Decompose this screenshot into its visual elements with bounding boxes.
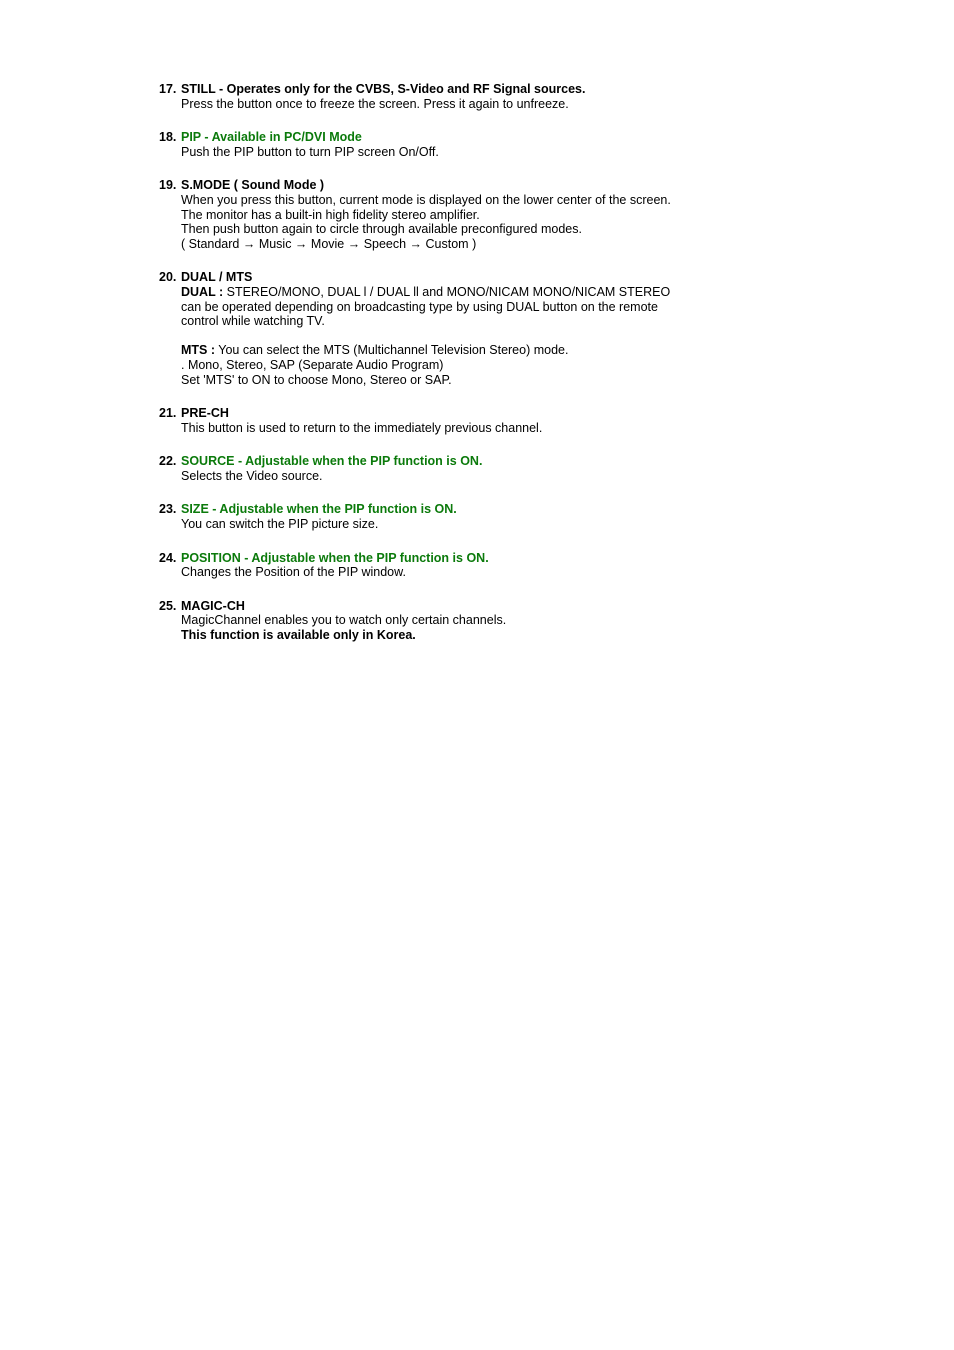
item-magic-ch <box>159 599 739 643</box>
item-position <box>159 551 739 580</box>
item-text: can be operated depending on broadcasting type by using DUAL button on the remote <box>181 299 658 314</box>
dual-text: STEREO/MONO, DUAL l / DUAL ll and MONO/NICAM MONO/NICAM STEREO <box>223 284 671 299</box>
item-text: Press the button once to freeze the screen. Press it again to unfreeze. <box>181 96 569 111</box>
item-number: 25. <box>159 598 177 613</box>
item-heading: PRE-CH <box>181 406 229 421</box>
item-number: 18. <box>159 130 177 145</box>
manual-page <box>159 82 739 662</box>
item-pip <box>159 130 739 159</box>
item-text: . Mono, Stereo, SAP (Separate Audio Program) <box>181 357 444 372</box>
item-number: 19. <box>159 178 177 193</box>
item-text: This button is used to return to the immediately previous channel. <box>181 420 543 435</box>
item-source <box>159 454 739 483</box>
item-text: Selects the Video source. <box>181 468 323 483</box>
item-prech <box>159 406 739 435</box>
item-heading: POSITION - Adjustable when the PIP function is ON. <box>181 550 489 565</box>
item-number: 17. <box>159 82 177 96</box>
item-heading: MAGIC-CH <box>181 598 245 613</box>
item-text: Then push button again to circle through available preconfigured modes. <box>181 222 582 237</box>
mts-label: MTS : <box>181 343 216 358</box>
item-text: You can switch the PIP picture size. <box>181 517 379 532</box>
item-number: 21. <box>159 406 177 421</box>
item-text: Set 'MTS' to ON to choose Mono, Stereo or SAP. <box>181 372 452 387</box>
item-text: When you press this button, current mode is displayed on the lower center of the screen. <box>181 192 671 207</box>
item-heading: SIZE - Adjustable when the PIP function is ON. <box>181 502 457 517</box>
dual-label: DUAL : <box>181 284 224 299</box>
item-heading: PIP - Available in PC/DVI Mode <box>181 130 362 145</box>
item-smode <box>159 178 739 251</box>
item-text: MagicChannel enables you to watch only certain channels. <box>181 613 507 628</box>
sound-mode-cycle: ( Standard → Music → Movie → Speech → Custom ) <box>181 236 477 251</box>
item-text: Changes the Position of the PIP window. <box>181 565 406 580</box>
item-heading: S.MODE ( Sound Mode ) <box>181 178 325 193</box>
item-heading: SOURCE - Adjustable when the PIP function is ON. <box>181 454 483 469</box>
item-text: control while watching TV. <box>181 314 325 329</box>
item-text: The monitor has a built-in high fidelity stereo amplifier. <box>181 207 480 222</box>
item-size <box>159 502 739 531</box>
item-dual-mts <box>159 270 739 387</box>
korea-only-note: This function is available only in Korea. <box>181 628 416 643</box>
item-heading: DUAL / MTS <box>181 270 253 285</box>
item-heading: STILL - Operates only for the CVBS, S-Video and RF Signal sources. <box>181 82 586 96</box>
item-number: 22. <box>159 454 177 469</box>
mts-description <box>181 343 739 358</box>
mts-text: You can select the MTS (Multichannel Television Stereo) mode. <box>215 343 569 358</box>
dual-description <box>181 285 739 300</box>
item-text: Push the PIP button to turn PIP screen On/Off. <box>181 144 439 159</box>
item-number: 24. <box>159 550 177 565</box>
item-still <box>159 82 739 111</box>
item-number: 20. <box>159 270 177 285</box>
spacer <box>181 329 739 344</box>
item-number: 23. <box>159 502 177 517</box>
